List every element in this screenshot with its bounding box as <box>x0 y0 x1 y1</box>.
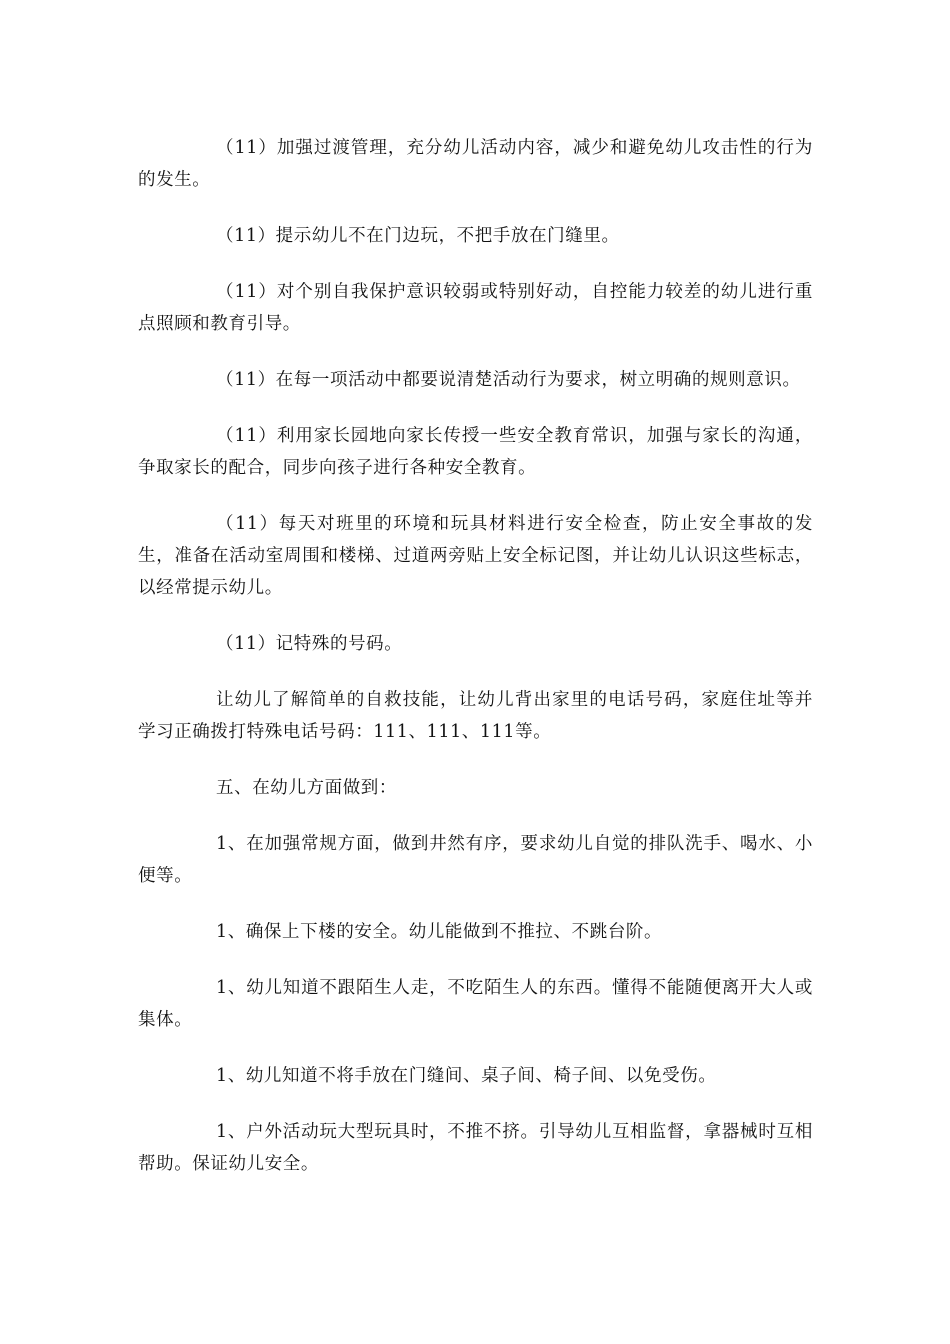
paragraph-hand-safety: 1、幼儿知道不将手放在门缝间、桌子间、椅子间、以免受伤。 <box>216 1066 717 1086</box>
paragraph-parent-communication: （11）利用家长园地向家长传授一些安全教育常识，加强与家长的沟通，争取家长的配合，同步向孩子进行各种安全教育。 <box>138 426 813 478</box>
paragraph-routine-order: 1、在加强常规方面，做到井然有序，要求幼儿自觉的排队洗手、喝水、小便等。 <box>138 834 813 886</box>
section-heading-children: 五、在幼儿方面做到： <box>216 778 397 798</box>
paragraph-daily-safety-check: （11）每天对班里的环境和玩具材料进行安全检查，防止安全事故的发生，准备在活动室周围和楼梯、过道两旁贴上安全标记图，并让幼儿认识这些标志，以经常提示幼儿。 <box>138 514 813 598</box>
paragraph-individual-care: （11）对个别自我保护意识较弱或特别好动，自控能力较差的幼儿进行重点照顾和教育引导。 <box>138 282 813 334</box>
paragraph-stairs-safety: 1、确保上下楼的安全。幼儿能做到不推拉、不跳台阶。 <box>216 922 663 942</box>
paragraph-activity-rules: （11）在每一项活动中都要说清楚活动行为要求，树立明确的规则意识。 <box>216 370 801 390</box>
paragraph-special-numbers: （11）记特殊的号码。 <box>216 634 403 654</box>
paragraph-strangers: 1、幼儿知道不跟陌生人走，不吃陌生人的东西。懂得不能随便离开大人或集体。 <box>138 978 813 1030</box>
paragraph-self-rescue-skills: 让幼儿了解简单的自救技能，让幼儿背出家里的电话号码，家庭住址等并学习正确拨打特殊电话号码：111、111、111等。 <box>138 690 813 742</box>
paragraph-transition-management: （11）加强过渡管理，充分幼儿活动内容，减少和避免幼儿攻击性的行为的发生。 <box>138 138 813 190</box>
paragraph-door-safety: （11）提示幼儿不在门边玩，不把手放在门缝里。 <box>216 226 620 246</box>
paragraph-outdoor-activity: 1、户外活动玩大型玩具时，不推不挤。引导幼儿互相监督，拿器械时互相帮助。保证幼儿安全。 <box>138 1122 813 1174</box>
